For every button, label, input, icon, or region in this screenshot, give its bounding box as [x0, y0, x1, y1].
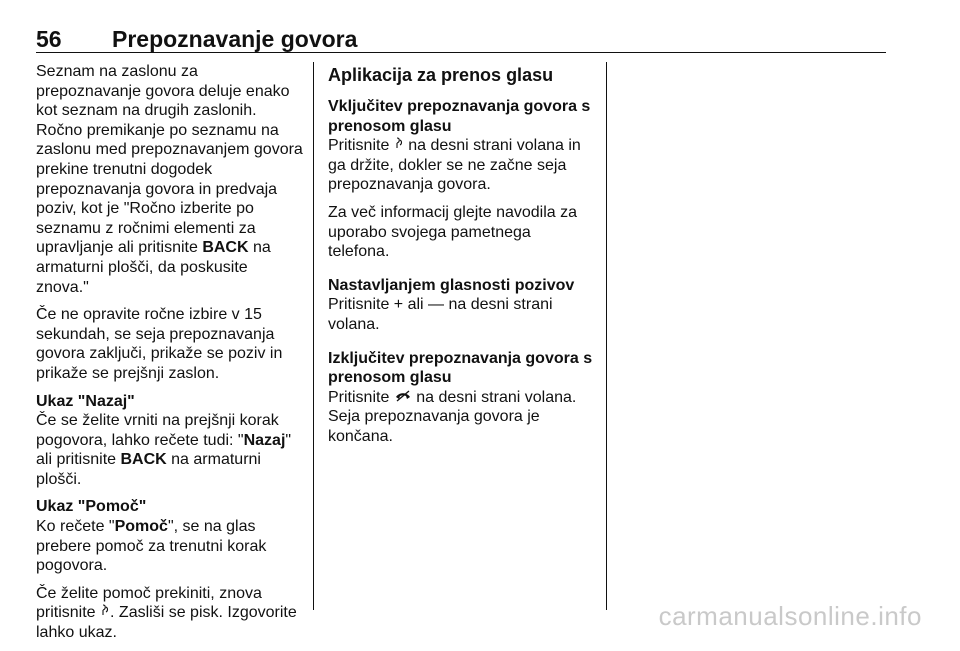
paragraph-disable: Pritisnite na desni strani volana. Seja prepoznavanja govora je končana.	[328, 388, 577, 445]
paragraph-help-command: Ko rečete "Pomoč", se na glas prebere pomoč za trenutni korak pogovora.	[36, 518, 267, 575]
column-divider-left	[313, 62, 314, 610]
section-back-command	[36, 392, 304, 490]
paragraph-timeout: Če ne opravite ročne izbire v 15 sekundah, se seja prepoznavanja govora zaključi, prikaže se poziv in prikaže se prejšnji zaslon.	[36, 306, 283, 382]
heading-enable: Vključitev prepoznavanja govora s prenosom glasu	[328, 98, 591, 135]
section-disable	[328, 349, 596, 447]
voice-button-icon	[394, 136, 404, 156]
column-left	[36, 62, 304, 651]
column-divider-right	[606, 62, 607, 610]
section-enable	[328, 97, 596, 195]
header-divider	[36, 52, 886, 53]
paragraph-interrupt-help: Če želite pomoč prekiniti, znova pritisnite . Zasliši se pisk. Izgovorite lahko ukaz.	[36, 584, 297, 642]
page-number: 56	[36, 26, 62, 52]
heading-back-command: Ukaz "Nazaj"	[36, 392, 135, 410]
watermark: carmanualsonline.info	[658, 601, 922, 631]
minus-icon: —	[428, 296, 445, 314]
paragraph-more-info: Za več informacij glejte navodila za uporabo svojega pametnega telefona.	[328, 203, 578, 261]
end-call-icon	[394, 388, 412, 408]
heading-help-command: Ukaz "Pomoč"	[36, 498, 147, 516]
page-header	[36, 24, 886, 54]
voice-button-icon	[100, 603, 110, 623]
paragraph-back-command: Če se želite vrniti na prejšnji korak pogovora, lahko rečete tudi: "Nazaj" ali pritisnite BACK na armaturni plošči.	[36, 412, 292, 488]
section-volume	[328, 276, 596, 335]
page-title: Prepoznavanje govora	[112, 26, 358, 52]
paragraph-enable: Pritisnite na desni strani volana in ga držite, dokler se ne začne seja prepoznavanja govora.	[328, 137, 581, 194]
column-right	[328, 62, 596, 455]
plus-icon: +	[393, 296, 404, 314]
heading-volume: Nastavljanjem glasnosti pozivov	[328, 276, 575, 294]
paragraph-list-info: Seznam na zaslonu za prepoznavanje govora deluje enako kot seznam na drugih zaslonih. Ročno premikanje po seznamu na zaslonu med prepoznavanjem govora prekine trenutni dogodek prepoznavanja govora in predvaja poziv, kot je "Ročno izberite po seznamu z ročnimi elementi za upravljanje ali pritisnite BACK na armaturni plošči, da poskusite znova."	[36, 63, 303, 296]
section-help-command	[36, 497, 304, 575]
heading-disable: Izključitev prepoznavanja govora s prenosom glasu	[328, 349, 593, 387]
back-button-label: BACK	[202, 239, 249, 257]
section-title-voice-pass-through: Aplikacija za prenos glasu	[328, 65, 554, 85]
paragraph-volume: Pritisnite + ali — na desni strani volana.	[328, 296, 553, 333]
